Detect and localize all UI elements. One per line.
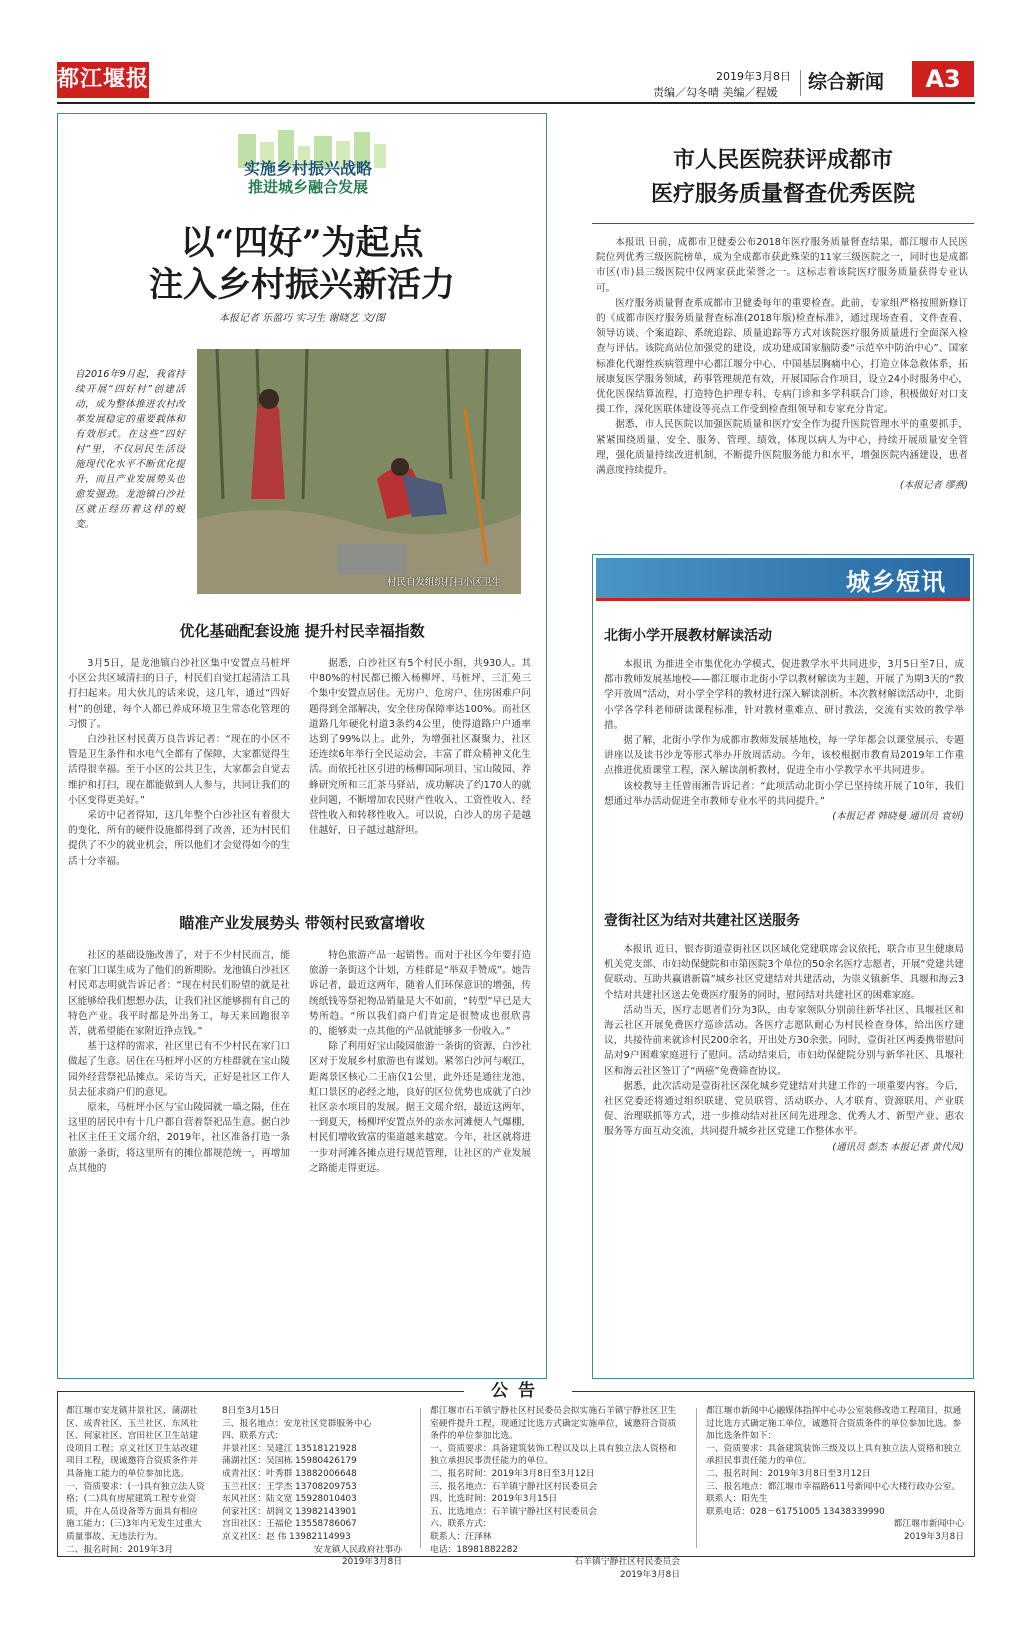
notice-line: 玉兰社区：王学杰 13708209753 — [222, 1481, 357, 1492]
notice-date: 2019年3月8日 — [904, 1531, 964, 1542]
notice-divider — [420, 1408, 421, 1548]
notice-line: 都江堰市安龙镇井景社区、蒲湖社区、成青社区、玉兰社区、东风社区、何家社区、宫田社区卫生站建设项目工程；京义社区卫生站改建项目工程，现诚邀符合资质条件并具备施工能力的单位参加比选。 — [66, 1406, 198, 1479]
notice-line: 六、联系方式： — [430, 1519, 492, 1530]
section1-heading: 优化基础配套设施 提升村民幸福指数 — [179, 622, 425, 640]
notice-line: 成青社区：叶秀群 13882006648 — [222, 1468, 357, 1479]
brief-1-body — [604, 657, 964, 824]
notice-line: 三、报名地点：都江堰市幸福路611号新闻中心大楼行政办公室。 — [706, 1481, 961, 1492]
notice-signature: 石羊镇宁静社区村民委员会 — [574, 1557, 680, 1568]
notices-title-wrap — [464, 1380, 572, 1402]
notice-4 — [706, 1405, 964, 1544]
notice-line: 一、资质要求：具备建筑装饰三级及以上具有独立法人资格和独立承担民事责任能力的单位。 — [706, 1443, 962, 1467]
paragraph: 采访中记者得知，这几年整个白沙社区有着很大的变化，所有的硬件设施都得到了改善，还为村民们提供了不少的就业机会，所以他们才会觉得如今的生活十分幸福。 — [68, 810, 290, 867]
notice-line: 联系人：汪泽林 — [430, 1531, 492, 1542]
notice-line: 电话：18981882282 — [430, 1544, 518, 1555]
paragraph: 3月5日，是龙池镇白沙社区集中安置点马桩坪小区公共区域清扫的日子，村民们自觉扛起清洁工具打扫起来。用大伙儿的话来说，这几年，通过“四好村”的创建，每个人都已养成环境卫生常态化管理的习惯了。 — [68, 658, 290, 730]
hospital-title-line-1: 市人民医院获评成都市 — [672, 147, 893, 173]
notice-line: 都江堰市石羊镇宁静社区村民委员会拟实施石羊镇宁静社区卫生室硬件提升工程，现通过比选方式确定实施单位，诚邀符合资质条件的单位参加比选。 — [430, 1406, 677, 1442]
notice-line: 四、比选时间：2019年3月15日 — [430, 1494, 558, 1505]
hospital-credit: (本报记者 缪燕) — [899, 480, 968, 492]
briefs-banner — [596, 558, 970, 601]
notice-line: 二、报名时间：2019年3月8日至3月12日 — [430, 1468, 595, 1479]
paragraph: 社区的基础设施改善了，对于不少村民而言，能在家门口谋生成为了他们的新期盼。龙池镇白沙社区村民邓志明就告诉记者：“现在村民们盼望的就是社区能够给我们想想办法，让我们社区能够拥有自己的特色产业。我平时都是外出务工，每天来回跑很辛苦，就希望能在家附近挣点钱。” — [68, 950, 290, 1038]
paragraph: 该校教导主任曾雨淅告诉记者：“此项活动北街小学已坚持续开展了10年，我们想通过举办活动促进全市教师专业水平的共同提升。” — [604, 780, 964, 807]
notice-line: 都江堰市新闻中心融媒体指挥中心办公室装修改造工程项目，拟通过比选方式确定施工单位，诚邀符合资质条件的单位参加比选。参加比选条件如下： — [706, 1406, 962, 1442]
notice-date: 2019年3月8日 — [620, 1569, 680, 1580]
notice-line: 一、资质要求：具备建筑装饰工程以及以上具有独立法人资格和独立承担民事责任能力的单位。 — [430, 1443, 677, 1467]
banner-line-1: 实施乡村振兴战略 — [243, 159, 372, 178]
notice-date: 2019年3月8日 — [342, 1557, 402, 1568]
paragraph: 原来，马桩坪小区与宝山陵园就一墙之隔，住在这里的居民中有十几户都自营着祭祀品生意。据白沙社区主任王文瑶介绍，2019年，社区准备打造一条旅游一条街，将这里所有的摊位都规范统一，再增加点其他的 — [68, 1102, 290, 1174]
notice-1 — [66, 1405, 206, 1556]
lead-intro: 自2016年9月起，我省持续开展“四好村”创建活动，成为整体推进农村改革发展稳定的重要载体和有效形式。在这些“四好村”里，不仅居民生活设施现代化水平不断优化提升，而且产业发展势头也愈发强劲。龙池镇白沙社区就正经历着这样的蜕变。 — [75, 369, 185, 530]
notice-line: 二、报名时间：2019年3月 — [66, 1544, 174, 1555]
hospital-article-body — [596, 235, 968, 493]
header-separator — [800, 70, 801, 96]
photo-caption: 村民自发组织打扫小区卫生 — [386, 577, 501, 588]
briefs-banner-title: 城乡短讯 — [846, 568, 946, 596]
notice-line: 三、报名地点：石羊镇宁静社区村民委员会 — [430, 1481, 598, 1492]
brief-1-title: 北街小学开展教材解读活动 — [604, 628, 772, 644]
notice-line: 联系电话：028－61751005 13438339990 — [706, 1506, 885, 1517]
notice-line: 井景社区：吴建江 13518121928 — [222, 1443, 357, 1454]
newspaper-logo: 都江堰报 — [57, 62, 149, 98]
lead-byline: 本报记者 乐盈巧 实习生 谢晓艺 文/图 — [218, 313, 386, 324]
paragraph: 本报讯 为推进全市集优化办学模式，促进教学水平共同进步，3月5日至7日，成都市教师发展基地校——都江堰市北街小学以教材解读为主题，开展了为期3天的“教学开放周”活动，对小学全学科的教材进行深入解读剖析。本次教材解读活动中，北街小学各学科老师研读课程标准，针对教材重难点、研讨教法，交流有实效的教学举措。 — [604, 659, 964, 731]
paragraph: 特色旅游产品一起销售。而对于社区今年要打造旅游一条街这个计划，方桂群是“举双手赞成”。她告诉记者，最近这两年，随着人们环保意识的增强，传统纸钱等祭祀物品销量是大不如前，“转型”早已是大势所趋。“所以我们商户们肯定是很赞成也很欣喜的，能够卖一点其他的产品就能够多一份收入。” — [309, 950, 531, 1038]
paragraph: 据悉，市人民医院以加强医院质量和医疗安全作为提升医院管理水平的重要抓手，紧紧围绕质量、安全、服务、管理、绩效，体现以病人为中心，持续开展质量安全管理，强化质量持续改进机制，不断提升医院服务能力和水平，增强医院内涵建设，患者满意度持续提升。 — [596, 419, 968, 477]
notice-signature: 安龙镇人民政府社事办 — [314, 1544, 402, 1555]
issue-date: 2019年3月8日 — [716, 70, 791, 83]
lead-photo — [197, 349, 521, 594]
page-number: A3 — [912, 61, 974, 97]
notice-line: 三、报名地点：安龙社区党群服务中心 — [222, 1418, 372, 1429]
section1-column-2 — [309, 656, 531, 838]
notice-line: 联系人：阳先生 — [706, 1494, 768, 1505]
notice-line: 蒲湖社区：吴国栋 15980426179 — [222, 1456, 357, 1467]
campaign-banner — [178, 118, 438, 198]
section2-column-2 — [309, 948, 531, 1176]
brief-2-title: 壹街社区为结对共建社区送服务 — [604, 913, 800, 929]
paragraph: 除了利用好宝山陵园旅游一条街的资源，白沙社区对于发展乡村旅游也有谋划。紧邻白沙河与岷江，距离景区核心二王庙仅1公里，此外还是通往龙池、虹口景区的必经之地，良好的区位优势也成就了白沙社区亲水项目的发展。据王文瑶介绍，最近这两年，一到夏天，杨柳坪安置点外的亲水河滩便人气爆棚，村民们增收致富的渠道越来越宽。今年，社区就将进一步对河滩各摊点进行规范管理，让社区的产业发展之路能走得更远。 — [309, 1041, 531, 1174]
paragraph: 据了解，北街小学作为成都市教师发展基地校，每一学年都会以课堂展示、专题讲座以及读书沙龙等形式举办开放周活动。今年，该校根据市教育局2019年工作重点推进优质课堂工程，深入解读剖析教材，促进全市小学教学水平共同进步。 — [604, 735, 964, 777]
header-rule — [57, 102, 975, 104]
notice-line: 五、比选地点：石羊镇宁静社区村民委员会 — [430, 1506, 598, 1517]
editors-line: 责编／勾冬晴 美编／程媛 — [653, 86, 778, 99]
notice-line: 宫田社区：王福伦 13558786067 — [222, 1519, 357, 1530]
hospital-title-line-2: 医疗服务质量督查优秀医院 — [650, 181, 915, 207]
notice-line: 何家社区：胡润文 13982143901 — [222, 1506, 357, 1517]
section1-column-1 — [68, 656, 290, 869]
photo-illustration — [197, 349, 521, 594]
paragraph: 本报讯 日前，成都市卫健委公布2018年医疗服务质量督查结果，都江堰市人民医院位列优秀三级医院榜单，成为全成都市获此殊荣的11家三级医院之一，同时也是成都市区(市)县三级医院中仅两家获此荣誉之一。这标志着该院医疗服务质量获得专业认可。 — [596, 237, 968, 294]
paragraph: 据悉，此次活动是壹街社区深化城乡党建结对共建工作的一项重要内容。今后，社区党委还将通过组织联建、党员联管、活动联办、人才联育、资源联用、产业联促、治理联抓等方式，进一步推动结对社区间先进理念、优秀人才、新型产业、惠农服务等方面互动交流，共同提升城乡社区党建工作整体水平。 — [604, 1080, 964, 1138]
notice-line: 京义社区：赵 伟 13982114993 — [222, 1531, 351, 1542]
notice-3 — [430, 1405, 680, 1581]
notice-line: 二、报名时间：2019年3月8日至3月12日 — [706, 1468, 871, 1479]
notices-title: 公告 — [491, 1381, 545, 1401]
paragraph: 基于这样的需求，社区里已有不少村民在家门口做起了生意。居住在马桩坪小区的方桂群就在宝山陵园外经营祭祀品摊点。采访当天，正好是社区工作人员去征求商户们的意见。 — [68, 1041, 290, 1098]
section2-heading: 瞄准产业发展势头 带领村民致富增收 — [179, 914, 425, 932]
paragraph: 白沙社区村民黄万良告诉记者：“现在的小区不管是卫生条件和水电气全都有了保障，大家都觉得生活得很幸福。至于小区的公共卫生，大家都会自觉去维护和打扫，现在都能做到人人参与，共同让我们的小区变得更美好。” — [68, 734, 290, 806]
paragraph: 据悉，白沙社区有5个村民小组，共930人。其中80%的村民都已搬入杨柳坪、马桩坪、三汇苑三个集中安置点居住。无房户、危房户、住房困难户问题得到全部解决，安全住房保障率达100%。而社区道路几年硬化村道3条约4公里，使得道路户户通率达到了99%以上。此外，为增强社区凝聚力，社区还连续6年举行全民运动会，丰富了群众精神文化生活。而依托社区引进的杨柳国际项目、宝山陵园、养蜂研究所和三汇茶马驿站，成功解决了约170人的就业问题，不断增加农民财产性收入、工资性收入、经营性收入和转移性收入。可以说，白沙人的房子是越住越好，日子越过越舒坦。 — [309, 658, 531, 837]
brief-1-credit: (本报记者 韩晓曼 通讯员 袁妍) — [832, 811, 964, 823]
section2-column-1 — [68, 948, 290, 1176]
brief-2-credit: (通讯员 彭杰 本报记者 黄代凤) — [832, 1141, 964, 1153]
notice-line: 东风社区：陆文宽 15928010403 — [222, 1494, 357, 1505]
lead-title-line-2: 注入乡村振兴新活力 — [149, 265, 455, 305]
paragraph: 医疗服务质量督查系成都市卫健委每年的重要检查。此前，专家组严格按照新修订的《成都市医疗服务质量督查标准(2018年版)检查标准》，通过现场查看、文件查看、领导访谈、个案追踪、系统追踪、质量追踪等方式对该院医疗服务质量进行全面深入检查与评估。该院高站位加强党的建设，成功建成国家脑防委“示范卒中防治中心”、国家标准化代谢性疾病管理中心都江堰分中心、中国基层胸痛中心，打造立体急救体系，拓展康复医学服务领域，药事管理规范有效，开展国际合作项目，设立24小时服务中心，优化医保结算流程，打造特色护理专科、专病门诊和多学科联合门诊，积极做好对口支援工作，深化医联体建设等亮点工作受到检查组领导和专家充分肯定。 — [596, 297, 968, 416]
section-name: 综合新闻 — [808, 71, 885, 93]
paragraph: 活动当天，医疗志愿者们分为3队，由专家领队分别前往新华社区、具堰社区和海云社区开展免费医疗巡诊活动。各医疗志愿队耐心为村民检查身体，给出医疗建议，共接待前来就诊村民200余名，开出处方30余张。同时，壹街社区两委携带慰问品对9户困难家庭进行了慰问。活动结束后，市妇幼保健院分别与新华社区、具堰社区和海云社区签订了“两癌”免费筛查协议。 — [604, 1004, 964, 1077]
notice-signature: 都江堰市新闻中心 — [893, 1519, 964, 1530]
notice-line: 四、联系方式： — [222, 1431, 284, 1442]
notice-line: 一、资质要求：(一)具有独立法人资格；(二)具有房屋建筑工程专业资质，并在人员设备等方面具有相应施工能力；(三)3年内无发生过重大质量事故、无违法行为。 — [66, 1481, 205, 1542]
lead-title-line-1: 以“四好”为起点 — [180, 223, 424, 263]
notice-2 — [222, 1405, 402, 1569]
brief-2-body — [604, 942, 964, 1155]
paragraph: 本报讯 近日，银杏街道壹街社区以区域化党建联席会议依托，联合市卫生健康局机关党支部、市妇幼保健院和市第医院3个单位的50余名医疗志愿者，开展“党建共建促联动、互助共赢谱新篇”城乡社区党建结对共建活动，为崇义镇新华、具堰和海云3个结对共建社区送去免费医疗服务的同时，慰问结对共建社区的困难家庭。 — [604, 944, 964, 1001]
title-rule — [592, 223, 974, 224]
banner-line-2: 推进城乡融合发展 — [247, 178, 368, 196]
notice-divider — [696, 1408, 697, 1548]
notice-line: 8日至3月15日 — [222, 1406, 280, 1416]
